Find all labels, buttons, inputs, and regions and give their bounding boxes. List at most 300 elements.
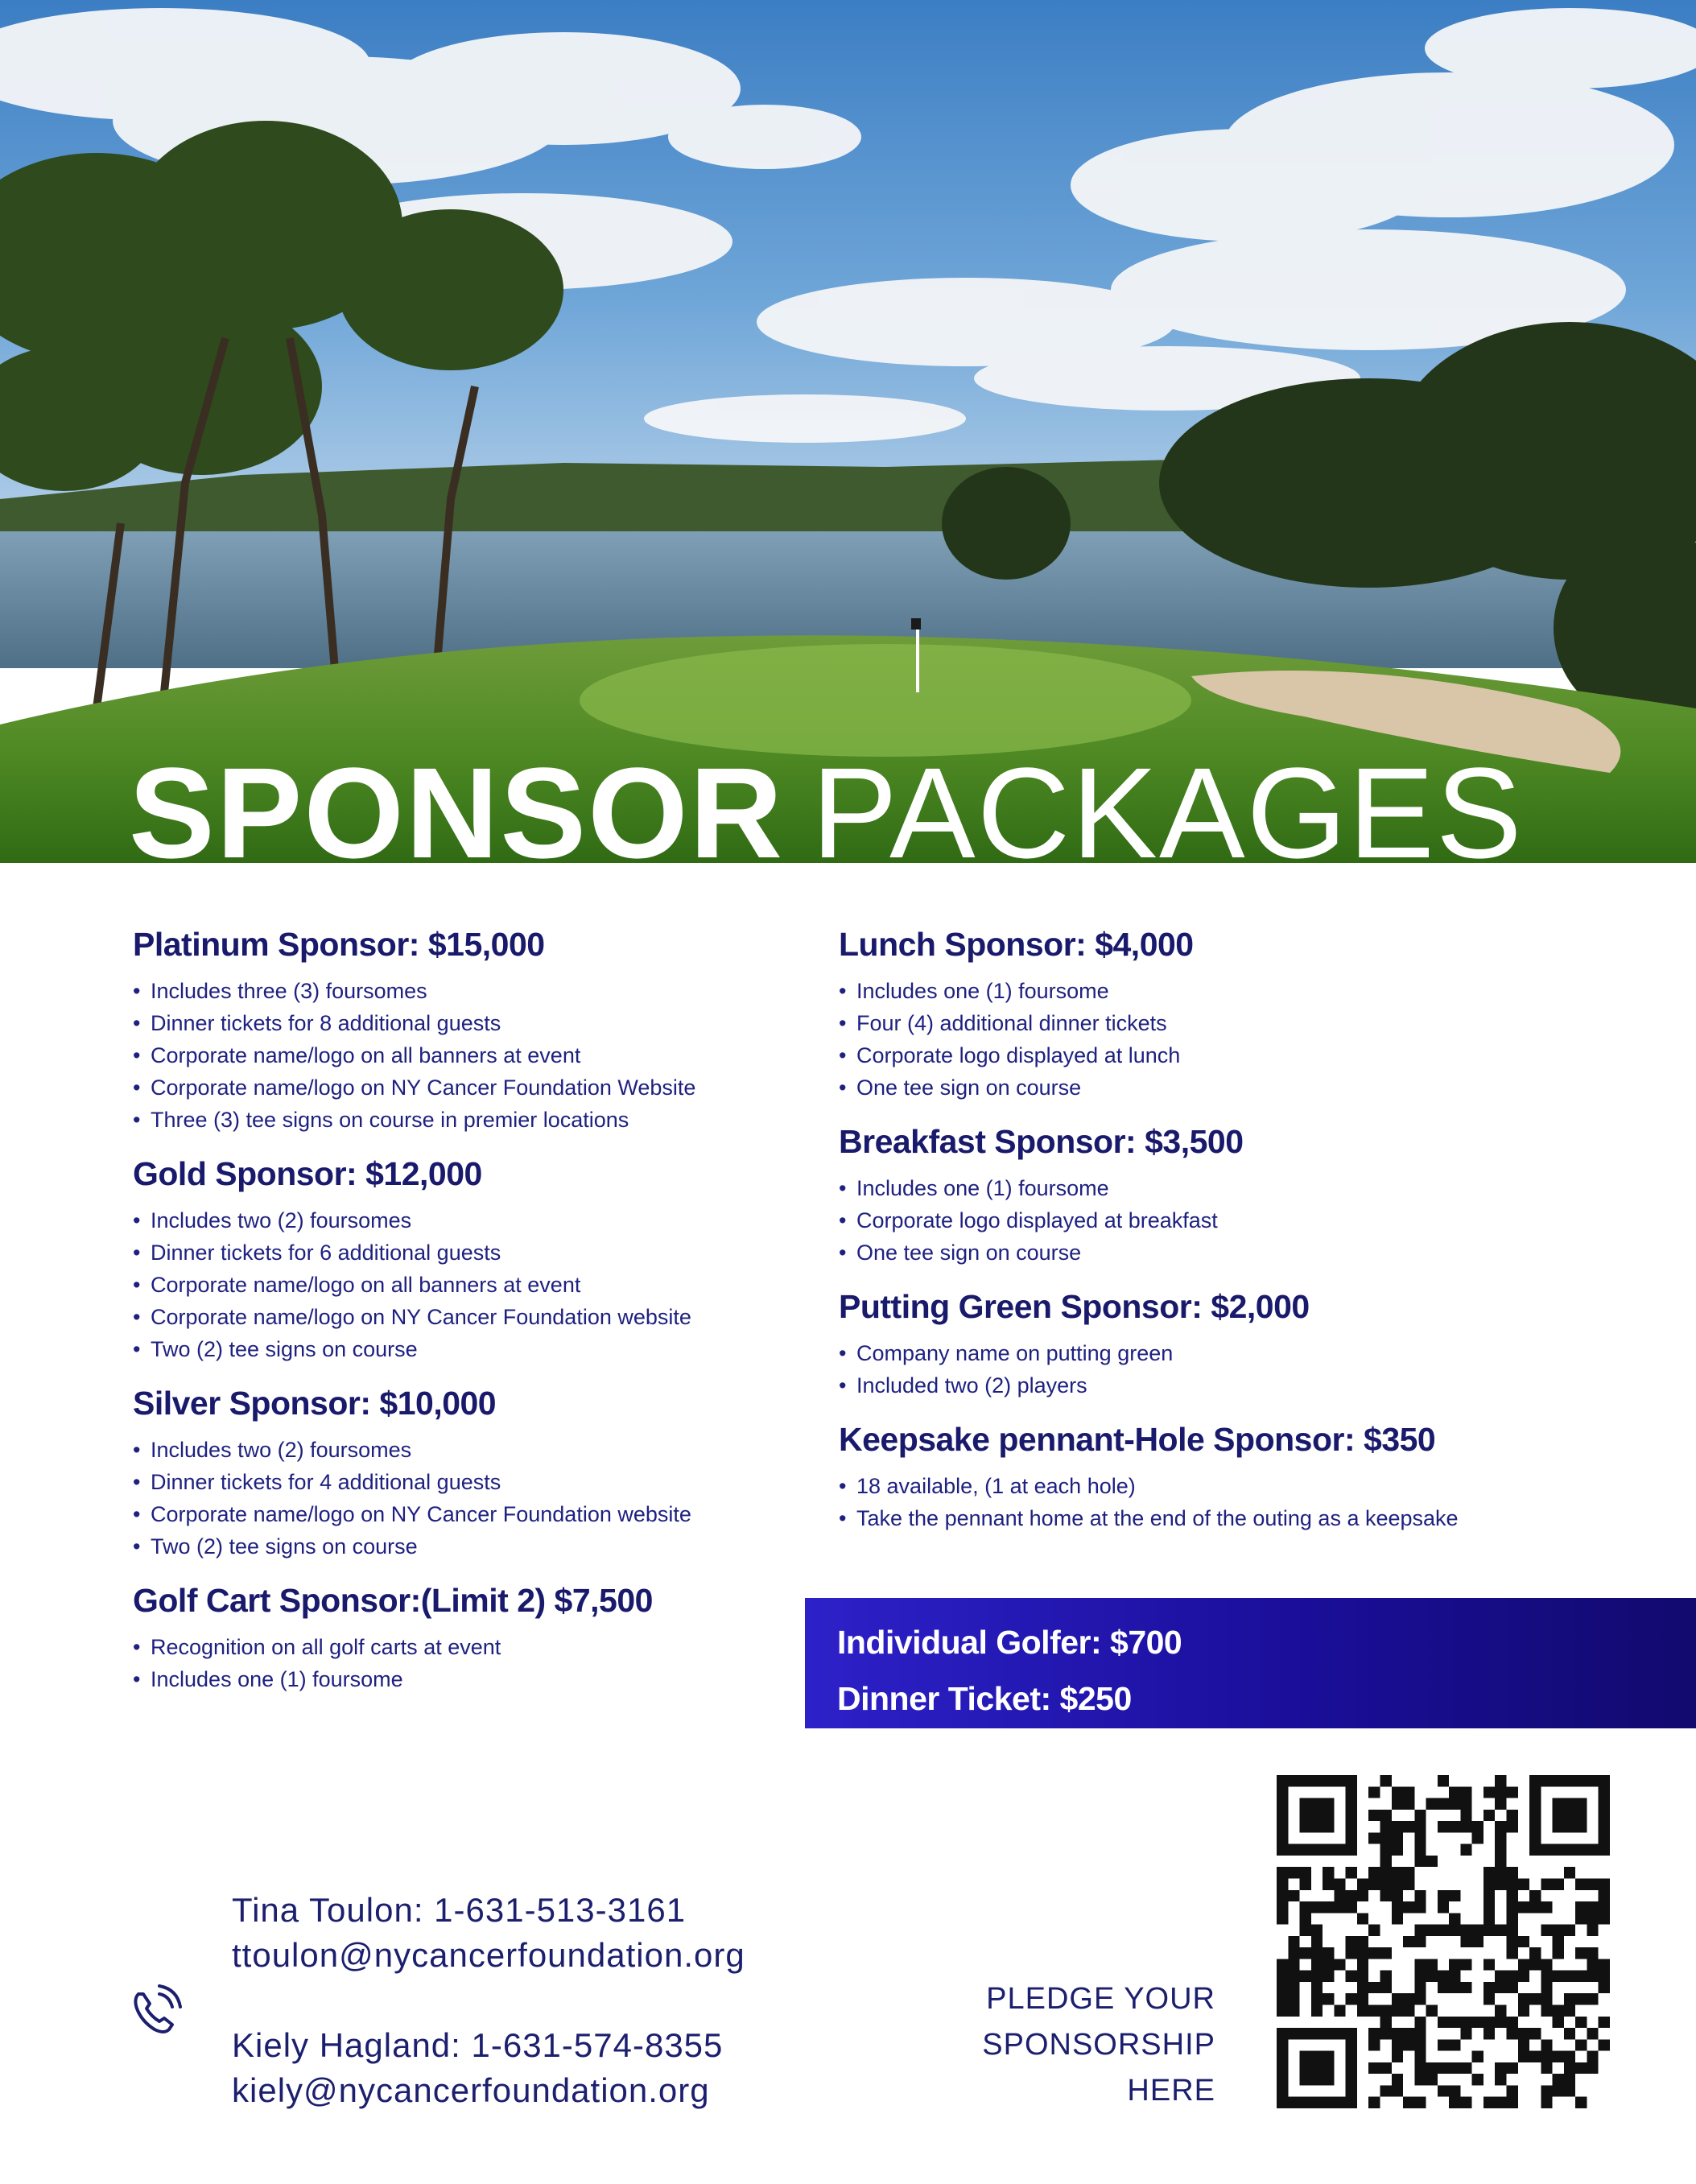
qr-module — [1449, 1982, 1460, 1993]
benefit-item: • Company name on putting green — [839, 1337, 1644, 1369]
qr-module — [1300, 1971, 1311, 1982]
qr-module — [1529, 1959, 1541, 1970]
qr-module — [1380, 1947, 1391, 1959]
qr-module — [1541, 2097, 1552, 2108]
qr-module — [1564, 2051, 1575, 2062]
qr-module — [1357, 2005, 1368, 2017]
qr-module — [1368, 1982, 1380, 1993]
qr-module — [1323, 1947, 1334, 1959]
qr-module — [1414, 2074, 1426, 2085]
qr-module — [1334, 1959, 1345, 1970]
qr-module — [1403, 1798, 1414, 1810]
qr-module — [1518, 1959, 1529, 1970]
qr-module — [1575, 1947, 1587, 1959]
qr-module — [1507, 2097, 1518, 2108]
qr-module — [1599, 1913, 1610, 1924]
qr-module — [1380, 1856, 1391, 1867]
qr-module — [1495, 1856, 1506, 1867]
qr-module — [1541, 2039, 1552, 2050]
qr-finder — [1300, 2051, 1335, 2086]
qr-module — [1380, 2017, 1391, 2028]
qr-module — [1323, 1901, 1334, 1913]
qr-module — [1334, 1890, 1345, 1901]
benefit-item: • Dinner tickets for 8 additional guests — [133, 1007, 825, 1039]
qr-module — [1380, 1775, 1391, 1786]
qr-module — [1553, 1947, 1564, 1959]
qr-module — [1403, 1821, 1414, 1832]
qr-module — [1495, 1844, 1506, 1856]
qr-module — [1575, 2097, 1587, 2108]
package-benefits — [133, 1204, 825, 1365]
qr-module — [1587, 1878, 1598, 1889]
qr-module — [1495, 1798, 1506, 1810]
qr-module — [1438, 1821, 1449, 1832]
qr-module — [1507, 2062, 1518, 2074]
qr-module — [1518, 2039, 1529, 2050]
qr-module — [1438, 1890, 1449, 1901]
qr-module — [1507, 1786, 1518, 1798]
qr-module — [1311, 1971, 1323, 1982]
qr-module — [1392, 2028, 1403, 2039]
qr-module — [1449, 2062, 1460, 2074]
qr-module — [1495, 1925, 1506, 1936]
qr-module — [1311, 1936, 1323, 1947]
qr-module — [1380, 1890, 1391, 1901]
qr-module — [1507, 1890, 1518, 1901]
qr-module — [1553, 1878, 1564, 1889]
package-benefits — [133, 1631, 825, 1695]
qr-module — [1460, 1959, 1471, 1970]
package-title: Putting Green Sponsor: $2,000 — [839, 1288, 1310, 1325]
putting-green — [580, 644, 1191, 757]
package-benefits — [839, 1337, 1644, 1402]
benefit-item: • Take the pennant home at the end of the outing as a keepsake — [839, 1502, 1644, 1534]
qr-module — [1483, 1982, 1495, 1993]
qr-module — [1518, 2051, 1529, 2062]
qr-module — [1288, 1936, 1299, 1947]
title-bold: SPONSOR — [129, 741, 785, 865]
qr-module — [1380, 1810, 1391, 1821]
qr-module — [1438, 1925, 1449, 1936]
sponsor-column-left — [133, 926, 825, 1715]
qr-module — [1323, 1878, 1334, 1889]
qr-module — [1438, 1775, 1449, 1786]
qr-module — [1414, 2028, 1426, 2039]
qr-module — [1529, 1901, 1541, 1913]
qr-module — [1575, 1993, 1587, 2004]
qr-module — [1368, 1947, 1380, 1959]
qr-module — [1507, 1867, 1518, 1878]
qr-module — [1392, 1867, 1403, 1878]
qr-module — [1599, 2039, 1610, 2050]
qr-module — [1403, 1901, 1414, 1913]
benefit-item: • Dinner tickets for 6 additional guests — [133, 1236, 825, 1269]
qr-module — [1587, 1925, 1598, 1936]
qr-module — [1346, 1867, 1357, 1878]
package-title: Keepsake pennant-Hole Sponsor: $350 — [839, 1421, 1436, 1458]
qr-module — [1529, 1947, 1541, 1959]
qr-module — [1426, 1971, 1438, 1982]
qr-module — [1495, 1832, 1506, 1843]
dinner-ticket-price: Dinner Ticket: $250 — [837, 1680, 1132, 1717]
qr-module — [1311, 1947, 1323, 1959]
qr-module — [1414, 1982, 1426, 1993]
qr-module — [1460, 2097, 1471, 2108]
qr-module — [1518, 2005, 1529, 2017]
qr-module — [1472, 2074, 1483, 2085]
qr-module — [1403, 1878, 1414, 1889]
qr-module — [1438, 1901, 1449, 1913]
qr-module — [1541, 1878, 1552, 1889]
qr-module — [1460, 1982, 1471, 1993]
qr-module — [1587, 2051, 1598, 2062]
qr-module — [1380, 2062, 1391, 2074]
qr-module — [1323, 1971, 1334, 1982]
qr-module — [1483, 1878, 1495, 1889]
qr-module — [1575, 1971, 1587, 1982]
benefit-item: • Included two (2) players — [839, 1369, 1644, 1402]
qr-module — [1403, 2005, 1414, 2017]
qr-module — [1483, 1901, 1495, 1913]
qr-module — [1541, 1971, 1552, 1982]
qr-module — [1357, 1971, 1368, 1982]
qr-module — [1357, 1982, 1368, 1993]
qr-module — [1495, 2097, 1506, 2108]
qr-module — [1518, 2028, 1529, 2039]
qr-module — [1599, 1959, 1610, 1970]
qr-module — [1507, 1878, 1518, 1889]
qr-module — [1368, 2005, 1380, 2017]
qr-module — [1495, 1971, 1506, 1982]
qr-module — [1357, 1913, 1368, 1924]
qr-module — [1288, 1971, 1299, 1982]
qr-module — [1518, 1971, 1529, 1982]
qr-module — [1564, 2085, 1575, 2096]
qr-module — [1449, 1959, 1460, 1970]
qr-module — [1414, 1856, 1426, 1867]
qr-module — [1460, 1798, 1471, 1810]
qr-module — [1403, 1993, 1414, 2004]
qr-module — [1300, 1913, 1311, 1924]
qr-module — [1553, 2074, 1564, 2085]
package-title: Gold Sponsor: $12,000 — [133, 1155, 482, 1192]
benefit-item: • One tee sign on course — [839, 1071, 1644, 1104]
benefit-item: • Corporate logo displayed at lunch — [839, 1039, 1644, 1071]
qr-module — [1575, 2017, 1587, 2028]
qr-module — [1449, 2085, 1460, 2096]
qr-module — [1392, 2051, 1403, 2062]
qr-module — [1564, 1993, 1575, 2004]
qr-module — [1599, 1901, 1610, 1913]
qr-module — [1346, 1971, 1357, 1982]
contact1-email[interactable]: ttoulon@nycancerfoundation.org — [232, 1936, 745, 1974]
qr-module — [1587, 1947, 1598, 1959]
qr-module — [1575, 1901, 1587, 1913]
qr-module — [1288, 1993, 1299, 2004]
qr-module — [1564, 2074, 1575, 2085]
qr-module — [1460, 1810, 1471, 1821]
qr-module — [1483, 2097, 1495, 2108]
qr-module — [1403, 2039, 1414, 2050]
qr-module — [1460, 2017, 1471, 2028]
qr-finder — [1300, 1798, 1335, 1833]
qr-module — [1357, 1947, 1368, 1959]
qr-module — [1518, 1878, 1529, 1889]
qr-module — [1449, 1913, 1460, 1924]
qr-module — [1599, 1982, 1610, 1993]
qr-module — [1311, 1993, 1323, 2004]
qr-module — [1472, 1832, 1483, 1843]
benefit-item: • Includes two (2) foursomes — [133, 1434, 825, 1466]
qr-module — [1414, 1993, 1426, 2004]
qr-module — [1346, 1901, 1357, 1913]
qr-module — [1507, 2085, 1518, 2096]
qr-module — [1368, 2062, 1380, 2074]
qr-module — [1300, 1878, 1311, 1889]
qr-module — [1460, 1786, 1471, 1798]
qr-module — [1495, 1878, 1506, 1889]
qr-module — [1392, 1913, 1403, 1924]
contact1-phone[interactable]: Tina Toulon: 1-631-513-3161 — [232, 1891, 687, 1929]
benefit-item: • Includes one (1) foursome — [839, 975, 1644, 1007]
qr-module — [1564, 2028, 1575, 2039]
qr-module — [1288, 1947, 1299, 1959]
qr-module — [1564, 2062, 1575, 2074]
qr-module — [1449, 1890, 1460, 1901]
package-benefits — [133, 975, 825, 1136]
qr-module — [1518, 1936, 1529, 1947]
qr-module — [1380, 2085, 1391, 2096]
benefit-item: • Three (3) tee signs on course in premier locations — [133, 1104, 825, 1136]
qr-module — [1414, 1832, 1426, 1843]
qr-module — [1368, 1878, 1380, 1889]
package-benefits — [839, 1470, 1644, 1534]
qr-module — [1426, 2074, 1438, 2085]
qr-module — [1575, 1913, 1587, 1924]
qr-module — [1587, 1913, 1598, 1924]
qr-module — [1438, 1982, 1449, 1993]
qr-module — [1507, 1821, 1518, 1832]
qr-module — [1472, 2017, 1483, 2028]
qr-module — [1300, 1947, 1311, 1959]
benefit-item: • Includes three (3) foursomes — [133, 975, 825, 1007]
qr-module — [1553, 2005, 1564, 2017]
package-title: Platinum Sponsor: $15,000 — [133, 926, 545, 963]
pledge-line: PLEDGE YOUR — [986, 1982, 1215, 2016]
hero-photo — [0, 0, 1696, 865]
qr-module — [1541, 1993, 1552, 2004]
qr-module — [1426, 1798, 1438, 1810]
qr-module — [1392, 1798, 1403, 1810]
qr-module — [1495, 2005, 1506, 2017]
qr-module — [1472, 1821, 1483, 1832]
benefit-item: • Two (2) tee signs on course — [133, 1333, 825, 1365]
benefit-item: • Corporate name/logo on NY Cancer Foundation Website — [133, 1071, 825, 1104]
qr-module — [1414, 2051, 1426, 2062]
qr-module — [1368, 2097, 1380, 2108]
qr-module — [1403, 2097, 1414, 2108]
package-platinum — [133, 926, 825, 1136]
qr-module — [1507, 1901, 1518, 1913]
qr-module — [1518, 1901, 1529, 1913]
qr-module — [1575, 1878, 1587, 1889]
qr-module — [1564, 1971, 1575, 1982]
qr-module — [1529, 1993, 1541, 2004]
qr-module — [1483, 1867, 1495, 1878]
qr-module — [1438, 2039, 1449, 2050]
qr-module — [1541, 1925, 1552, 1936]
qr-module — [1311, 1982, 1323, 1993]
qr-module — [1587, 2062, 1598, 2074]
qr-module — [1518, 1993, 1529, 2004]
qr-module — [1414, 1925, 1426, 1936]
qr-module — [1483, 1959, 1495, 1970]
qr-module — [1392, 1821, 1403, 1832]
qr-module — [1392, 2039, 1403, 2050]
qr-module — [1414, 1971, 1426, 1982]
qr-module — [1599, 2017, 1610, 2028]
qr-module — [1495, 2062, 1506, 2074]
qr-module — [1380, 2028, 1391, 2039]
individual-golfer-price: Individual Golfer: $700 — [837, 1624, 1182, 1661]
qr-module — [1392, 1844, 1403, 1856]
qr-module — [1575, 2039, 1587, 2050]
qr-module — [1553, 2051, 1564, 2062]
phone-icon — [127, 1983, 185, 2041]
qr-module — [1541, 1959, 1552, 1970]
qr-module — [1403, 1867, 1414, 1878]
qr-module — [1529, 2028, 1541, 2039]
qr-module — [1541, 2005, 1552, 2017]
qr-module — [1449, 1821, 1460, 1832]
qr-module — [1587, 1993, 1598, 2004]
qr-module — [1311, 1901, 1323, 1913]
qr-module — [1357, 1993, 1368, 2004]
contact-spacer — [232, 1978, 745, 2023]
qr-module — [1380, 1971, 1391, 1982]
package-golf-cart — [133, 1582, 825, 1695]
qr-module — [1311, 1959, 1323, 1970]
qr-module — [1368, 2039, 1380, 2050]
qr-module — [1311, 2005, 1323, 2017]
qr-module — [1599, 1890, 1610, 1901]
qr-module — [1438, 1798, 1449, 1810]
qr-module — [1460, 1936, 1471, 1947]
qr-finder — [1553, 1798, 1587, 1833]
package-silver — [133, 1385, 825, 1563]
package-lunch — [839, 926, 1644, 1104]
qr-module — [1553, 1925, 1564, 1936]
qr-module — [1507, 1982, 1518, 1993]
qr-module — [1392, 1901, 1403, 1913]
qr-module — [1541, 2062, 1552, 2074]
qr-module — [1483, 2028, 1495, 2039]
qr-module — [1380, 1982, 1391, 1993]
sponsor-column-right — [839, 926, 1644, 1554]
qr-code-icon[interactable] — [1277, 1775, 1610, 2108]
benefit-item: • Recognition on all golf carts at event — [133, 1631, 825, 1663]
pledge-callout — [918, 1976, 1215, 2114]
title-light: PACKAGES — [811, 741, 1524, 865]
qr-module — [1460, 1844, 1471, 1856]
page-title — [129, 741, 1524, 865]
package-breakfast — [839, 1123, 1644, 1269]
qr-module — [1380, 1832, 1391, 1843]
qr-module — [1529, 1890, 1541, 1901]
contact2-email[interactable]: kiely@nycancerfoundation.org — [232, 2071, 710, 2109]
qr-module — [1288, 1867, 1299, 1878]
qr-module — [1403, 1786, 1414, 1798]
qr-module — [1507, 1947, 1518, 1959]
qr-module — [1587, 1959, 1598, 1970]
qr-module — [1346, 1947, 1357, 1959]
qr-module — [1507, 1810, 1518, 1821]
qr-module — [1346, 1936, 1357, 1947]
qr-module — [1277, 1982, 1288, 1993]
qr-module — [1357, 1959, 1368, 1970]
qr-module — [1483, 1925, 1495, 1936]
golf-course-scene — [0, 0, 1696, 865]
qr-module — [1507, 1971, 1518, 1982]
qr-module — [1380, 1878, 1391, 1889]
benefit-item: • Four (4) additional dinner tickets — [839, 1007, 1644, 1039]
qr-module — [1507, 1925, 1518, 1936]
qr-module — [1426, 1856, 1438, 1867]
qr-module — [1426, 2005, 1438, 2017]
qr-module — [1507, 2028, 1518, 2039]
qr-module — [1449, 1786, 1460, 1798]
qr-module — [1414, 1810, 1426, 1821]
qr-module — [1380, 1821, 1391, 1832]
qr-module — [1403, 2028, 1414, 2039]
qr-module — [1357, 1878, 1368, 1889]
qr-module — [1483, 1913, 1495, 1924]
qr-module — [1483, 1786, 1495, 1798]
qr-module — [1426, 2062, 1438, 2074]
qr-module — [1392, 1832, 1403, 1843]
qr-module — [1449, 1798, 1460, 1810]
qr-module — [1368, 2028, 1380, 2039]
qr-module — [1472, 2051, 1483, 2062]
package-benefits — [133, 1434, 825, 1563]
qr-module — [1392, 1786, 1403, 1798]
qr-module — [1495, 2017, 1506, 2028]
pledge-line: SPONSORSHIP — [982, 2028, 1215, 2062]
benefit-item: • Corporate name/logo on NY Cancer Foundation website — [133, 1498, 825, 1530]
qr-module — [1414, 1821, 1426, 1832]
qr-module — [1460, 1821, 1471, 1832]
contact2-phone[interactable]: Kiely Hagland: 1-631-574-8355 — [232, 2026, 724, 2064]
qr-module — [1392, 1993, 1403, 2004]
qr-module — [1323, 1959, 1334, 1970]
qr-module — [1368, 1925, 1380, 1936]
qr-module — [1438, 2017, 1449, 2028]
contact-info — [232, 1888, 745, 2113]
qr-module — [1426, 1959, 1438, 1970]
qr-module — [1277, 1890, 1288, 1901]
package-benefits — [839, 975, 1644, 1104]
qr-module — [1357, 1936, 1368, 1947]
qr-module — [1495, 1786, 1506, 1798]
qr-module — [1277, 1913, 1288, 1924]
qr-module — [1380, 2005, 1391, 2017]
qr-module — [1495, 1867, 1506, 1878]
benefit-item: • 18 available, (1 at each hole) — [839, 1470, 1644, 1502]
benefit-item: • Includes one (1) foursome — [133, 1663, 825, 1695]
qr-module — [1368, 1810, 1380, 1821]
benefit-item: • Includes one (1) foursome — [839, 1172, 1644, 1204]
qr-module — [1438, 1971, 1449, 1982]
